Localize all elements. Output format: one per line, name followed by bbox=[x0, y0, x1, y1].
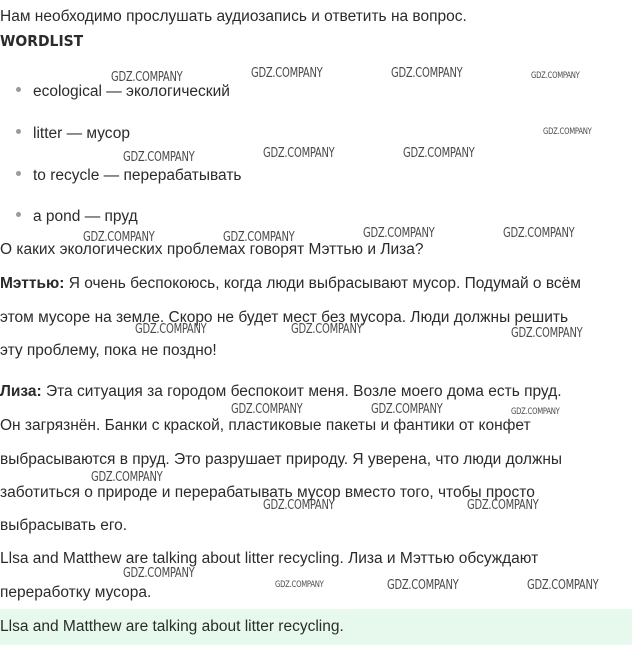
watermark: GDZ.COMPANY bbox=[403, 146, 475, 161]
bullet-icon bbox=[16, 129, 21, 134]
wordlist-item: a pond — пруд bbox=[16, 207, 138, 227]
bullet-icon bbox=[16, 87, 21, 92]
watermark: GDZ.COMPANY bbox=[123, 150, 195, 165]
watermark: GDZ.COMPANY bbox=[503, 226, 575, 241]
watermark: GDZ.COMPANY bbox=[531, 71, 580, 81]
watermark: GDZ.COMPANY bbox=[511, 407, 560, 417]
intro-text: Нам необходимо прослушать аудиозапись и ответить на вопрос. bbox=[0, 8, 467, 25]
matthew-line: эту проблему, пока не поздно! bbox=[0, 342, 217, 359]
summary-line: переработку мусора. bbox=[0, 584, 152, 601]
watermark: GDZ.COMPANY bbox=[223, 230, 295, 245]
watermark: GDZ.COMPANY bbox=[291, 322, 363, 337]
speaker-label: Лиза: bbox=[0, 383, 42, 400]
watermark: GDZ.COMPANY bbox=[263, 146, 335, 161]
watermark: GDZ.COMPANY bbox=[111, 70, 183, 85]
watermark: GDZ.COMPANY bbox=[251, 66, 323, 81]
summary-line: Llsa and Matthew are talking about litter recycling. Лиза и Мэттью обсуждают bbox=[0, 550, 539, 567]
wordlist-item: to recycle — перерабатывать bbox=[16, 166, 242, 186]
watermark: GDZ.COMPANY bbox=[391, 66, 463, 81]
watermark: GDZ.COMPANY bbox=[231, 402, 303, 417]
watermark: GDZ.COMPANY bbox=[511, 326, 583, 341]
speaker-label: Мэттью: bbox=[0, 275, 65, 292]
matthew-line: этом мусоре на земле. Скоро не будет мест без мусора. Люди должны решить bbox=[0, 309, 569, 326]
watermark: GDZ.COMPANY bbox=[83, 230, 155, 245]
lisa-line: заботиться о природе и перерабатывать мусор вместо того, чтобы просто bbox=[0, 484, 535, 501]
watermark: GDZ.COMPANY bbox=[387, 578, 459, 593]
wordlist-item: litter — мусор bbox=[16, 124, 130, 144]
watermark: GDZ.COMPANY bbox=[543, 127, 592, 137]
lisa-line: выбрасываются в пруд. Это разрушает природу. Я уверена, что люди должны bbox=[0, 451, 563, 468]
watermark: GDZ.COMPANY bbox=[123, 566, 195, 581]
lisa-line: Лиза: Эта ситуация за городом беспокоит меня. Возле моего дома есть пруд. bbox=[0, 383, 562, 400]
answer-box bbox=[0, 609, 632, 645]
lisa-line: выбрасывать его. bbox=[0, 517, 128, 534]
watermark: GDZ.COMPANY bbox=[263, 498, 335, 513]
watermark: GDZ.COMPANY bbox=[275, 580, 324, 590]
bullet-icon bbox=[16, 171, 21, 176]
wordlist-item: ecological — экологический bbox=[16, 82, 230, 102]
watermark: GDZ.COMPANY bbox=[371, 402, 443, 417]
question-text: О каких экологических проблемах говорят Мэттью и Лиза? bbox=[0, 241, 424, 258]
watermark: GDZ.COMPANY bbox=[467, 498, 539, 513]
watermark: GDZ.COMPANY bbox=[91, 470, 163, 485]
watermark: GDZ.COMPANY bbox=[135, 322, 207, 337]
watermark: GDZ.COMPANY bbox=[363, 226, 435, 241]
lisa-line: Он загрязнён. Банки с краской, пластиковые пакеты и фантики от конфет bbox=[0, 417, 531, 434]
matthew-line: Мэттью: Я очень беспокоюсь, когда люди выбрасывают мусор. Подумай о всём bbox=[0, 275, 581, 292]
bullet-icon bbox=[16, 212, 21, 217]
answer-text: Llsa and Matthew are talking about litter recycling. bbox=[0, 618, 344, 635]
watermark: GDZ.COMPANY bbox=[527, 578, 599, 593]
wordlist-title: WORDLIST bbox=[0, 32, 84, 50]
